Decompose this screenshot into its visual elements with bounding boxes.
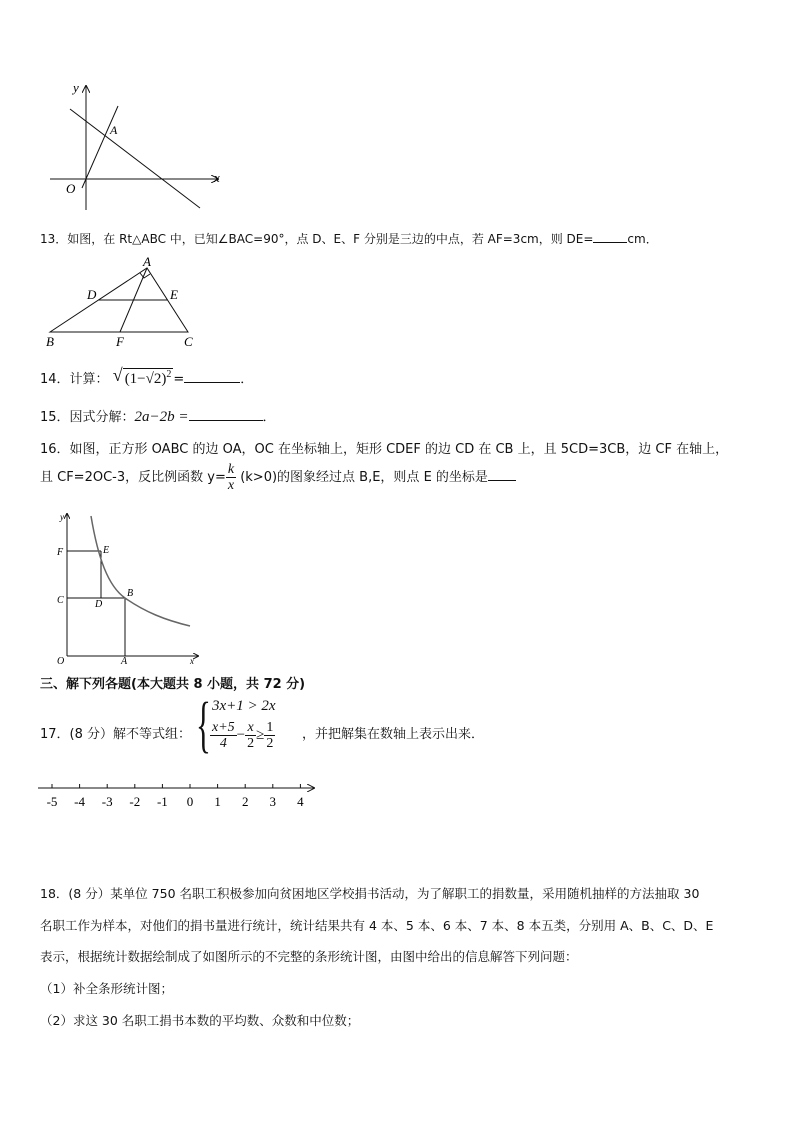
label-b: B <box>46 334 54 349</box>
q17-suffix: ，并把解集在数轴上表示出来． <box>302 727 485 742</box>
label-a: A <box>143 254 151 269</box>
label-o: O <box>57 656 65 667</box>
q17-ineq1: 3x+1 > 2x <box>212 698 276 714</box>
number-line-label: -2 <box>129 794 141 809</box>
origin-label: O <box>66 181 76 196</box>
number-line-label: 4 <box>297 794 304 809</box>
label-y: y <box>60 512 64 522</box>
q15-question <box>40 406 276 426</box>
q18-sub2: （2）求这 30 名职工捐书本数的平均数、众数和中位数； <box>40 1013 360 1028</box>
x-label: x <box>214 170 220 185</box>
q17-system <box>196 691 306 764</box>
label-d: D <box>87 287 97 302</box>
label-e: E <box>170 287 178 302</box>
number-line-label: -5 <box>46 794 58 809</box>
q14-question <box>40 365 254 388</box>
q16-frac-num: k <box>227 462 235 477</box>
line-through-origin <box>82 106 118 188</box>
q16-line2 <box>40 462 516 493</box>
number-line-label: 3 <box>269 794 277 809</box>
q12-figure <box>40 78 230 218</box>
q15-suffix: ． <box>262 410 276 425</box>
frac1-den: 4 <box>219 736 227 751</box>
q16-answer-blank[interactable] <box>488 468 516 481</box>
q18-line1: 18．(8 分）某单位 750 名职工积极参加向贫困地区学校捐书活动，为了解职工的捐数量，采用随机抽样的方法抽取 30 <box>40 886 700 901</box>
q16-line1: 16．如图，正方形 OABC 的边 OA，OC 在坐标轴上，矩形 CDEF 的边 CD 在 CB 上，且 5CD=3CB，边 CF 在轴上， <box>40 442 729 457</box>
q13-question <box>40 230 658 247</box>
frac1-num: x+5 <box>212 720 235 735</box>
q16-line2b: (k>0)的图象经过点 B,E，则点 E 的坐标是 <box>240 470 488 485</box>
q15-answer-blank[interactable] <box>189 408 263 421</box>
y-label: y <box>73 80 79 95</box>
q14-suffix: ． <box>240 372 254 387</box>
q15-prefix: 15．因式分解： <box>40 410 135 425</box>
hyperbola-curve <box>91 516 190 626</box>
frac2-den: 2 <box>247 736 255 751</box>
number-line-label: 2 <box>241 794 249 809</box>
frac3-den: 2 <box>266 736 274 751</box>
number-line-label: -3 <box>101 794 113 809</box>
q17-frac3 <box>264 720 275 751</box>
label-d: D <box>95 599 103 610</box>
point-a-label: A <box>110 123 118 137</box>
q17-ineq2 <box>210 720 275 751</box>
q18-line2: 名职工作为样本，对他们的捐书量进行统计，统计结果共有 4 本、5 本、6 本、7 本、8 本五类，分别用 A、B、C、D、E <box>40 918 714 933</box>
label-c: C <box>57 595 64 606</box>
q14-prefix: 14．计算： <box>40 372 109 387</box>
section3-title: 三、解下列各题(本大题共 8 小题，共 72 分) <box>40 677 306 692</box>
q13-answer-blank[interactable] <box>593 230 627 243</box>
decreasing-line <box>70 109 200 208</box>
label-c: C <box>184 334 193 349</box>
q17-frac1 <box>210 720 237 751</box>
q17-prefix: 17．(8 分）解不等式组： <box>40 727 192 742</box>
number-line[interactable] <box>36 778 326 812</box>
label-f: F <box>57 547 64 558</box>
label-b: B <box>127 588 134 599</box>
q13-text: 13．如图，在 Rt△ABC 中，已知∠BAC=90°，点 D、E、F 分别是三边的中点，若 AF=3cm，则 DE= <box>40 232 594 246</box>
q16-figure <box>40 508 210 668</box>
number-line-label: 1 <box>214 794 221 809</box>
number-line-label: 0 <box>186 794 194 809</box>
q13-figure <box>40 250 210 350</box>
q13-suffix: cm． <box>627 232 658 246</box>
q18-line3: 表示，根据统计数据绘制成了如图所示的不完整的条形统计图，由图中给出的信息解答下列问题： <box>40 949 578 964</box>
geq-sign: ≥ <box>256 727 265 743</box>
q18-sub1: （1）补全条形统计图； <box>40 981 173 996</box>
q17-frac2 <box>245 720 256 751</box>
number-line-label: -4 <box>74 794 86 809</box>
q16-line2a: 且 CF=2OC-3，反比例函数 y= <box>40 470 226 485</box>
q15-expr: 2a−2b = <box>134 409 189 425</box>
q16-frac-den: x <box>227 478 235 493</box>
q14-equals: = <box>173 372 185 387</box>
q16-fraction <box>226 462 236 493</box>
number-line-label: -1 <box>156 794 168 809</box>
frac3-num: 1 <box>266 720 274 735</box>
q14-radical: √ $(1-√2)^2$ <box>112 365 172 387</box>
label-f: F <box>116 334 124 349</box>
label-a: A <box>121 656 128 667</box>
q14-expr: (1−√2) <box>124 371 167 387</box>
frac2-num: x <box>245 720 256 736</box>
q14-exp: 2 <box>166 369 172 380</box>
label-e: E <box>103 545 110 556</box>
minus-sign: − <box>236 727 246 743</box>
q14-answer-blank[interactable] <box>184 370 240 383</box>
q17-brace: { <box>196 691 211 759</box>
label-x: x <box>190 656 194 666</box>
